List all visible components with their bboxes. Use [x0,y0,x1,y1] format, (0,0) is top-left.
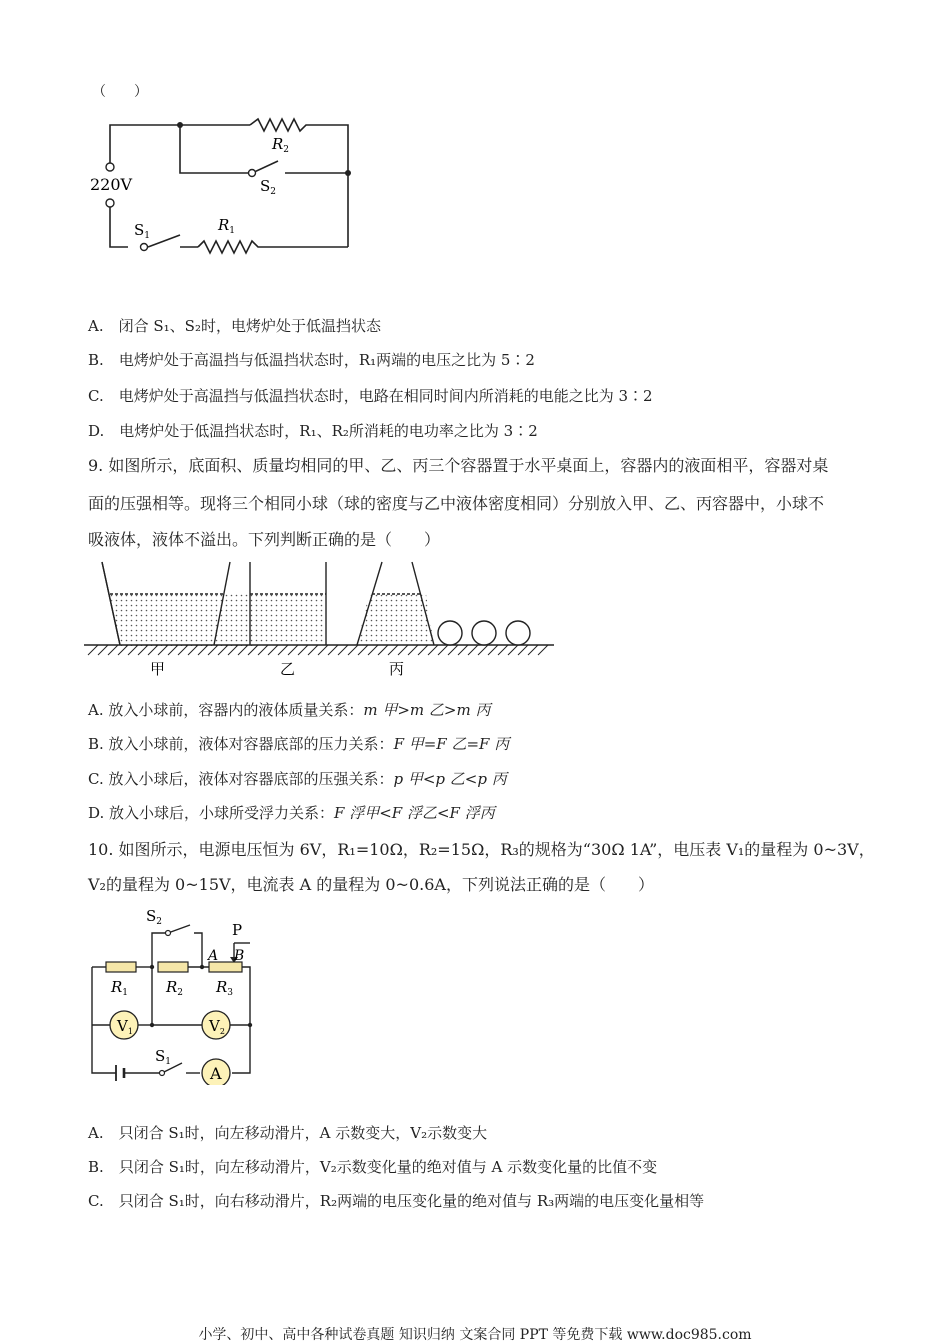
ball-3 [506,621,530,645]
q9-containers-diagram [84,558,558,682]
s2-label: $S_2$ [146,907,163,927]
q10-option-c: C. 只闭合 S₁时，向右移动滑片，R₂两端的电压变化量的绝对值与 R₃两端的电压变化量相等 [88,1192,705,1210]
q9-stem-line-3: 吸液体，液体不溢出。下列判断正确的是（ ） [88,530,441,549]
b-end-label: B [234,948,245,964]
label-bing: 丙 [389,660,405,678]
v2-label: $V_2$ [209,1017,225,1036]
q9-option-b: B. 放入小球前，液体对容器底部的压力关系：F 甲=F 乙=F 丙 [88,735,510,753]
q8-s1-label: $S_1$ [134,221,151,241]
q10-option-b: B. 只闭合 S₁时，向左移动滑片，V₂示数变化量的绝对值与 A 示数变化量的比值不变 [88,1158,658,1176]
s1-label: $S_1$ [155,1047,172,1067]
q10-option-a: A. 只闭合 S₁时，向左移动滑片，A 示数变大，V₂示数变大 [88,1124,488,1142]
q8-paren: （ ） [92,84,148,100]
q8-option-c: C. 电烤炉处于高温挡与低温挡状态时，电路在相同时间内所消耗的电能之比为 3∶2 [88,387,653,405]
q9-option-d: D. 放入小球后，小球所受浮力关系：F 浮甲<F 浮乙<F 浮丙 [88,804,495,822]
ball-1 [438,621,462,645]
r1-label: $R_1$ [111,978,129,998]
ammeter-label: A [210,1064,222,1083]
label-yi: 乙 [280,660,296,678]
r2-label: $R_2$ [166,978,184,998]
q10-stem-line-1: 10. 如图所示，电源电压恒为 6V，R₁=10Ω，R₂=15Ω，R₃的规格为“30Ω 1A”，电压表 V₁的量程为 0~3V， [88,840,875,859]
q9-stem-line-2: 面的压强相等。现将三个相同小球（球的密度与乙中液体密度相同）分别放入甲、乙、丙容器中，小球不 [88,494,825,513]
q8-voltage-label: 220V [90,175,133,194]
q9-option-a: A. 放入小球前，容器内的液体质量关系：m 甲>m 乙>m 丙 [88,701,491,719]
p-label: P [232,921,243,939]
q10-circuit-diagram [84,905,274,1085]
label-jia: 甲 [150,660,166,678]
ground-hatching [88,645,548,655]
q8-option-b: B. 电烤炉处于高温挡与低温挡状态时，R₁两端的电压之比为 5∶2 [88,351,535,369]
ball-2 [472,621,496,645]
r1-resistor [106,962,136,972]
liquid-yi [250,594,326,645]
q9-stem-line-1: 9. 如图所示，底面积、质量均相同的甲、乙、丙三个容器置于水平桌面上，容器内的液面相平，容器对桌 [88,456,829,475]
q8-option-d: D. 电烤炉处于低温挡状态时，R₁、R₂所消耗的电功率之比为 3∶2 [88,422,538,440]
q8-r1-label: $R_1$ [218,216,236,236]
q8-s2-label: $S_2$ [260,177,277,197]
r2-resistor [158,962,188,972]
r3-label: $R_3$ [216,978,234,998]
q8-option-a: A. 闭合 S₁、S₂时，电烤炉处于低温挡状态 [88,317,381,335]
page-footer: 小学、初中、高中各种试卷真题 知识归纳 文案合同 PPT 等免费下载 www.doc985.com [198,1327,752,1343]
q10-stem-line-2: V₂的量程为 0~15V，电流表 A 的量程为 0~0.6A，下列说法正确的是（ ） [88,875,654,894]
a-end-label: A [208,948,219,964]
q9-option-c: C. 放入小球后，液体对容器底部的压强关系：p 甲<p 乙<p 丙 [88,770,507,788]
q8-r2-label: $R_2$ [272,135,290,155]
q8-circuit-diagram [80,105,370,265]
liquid-jia [110,594,264,645]
v1-label: $V_1$ [117,1017,133,1036]
